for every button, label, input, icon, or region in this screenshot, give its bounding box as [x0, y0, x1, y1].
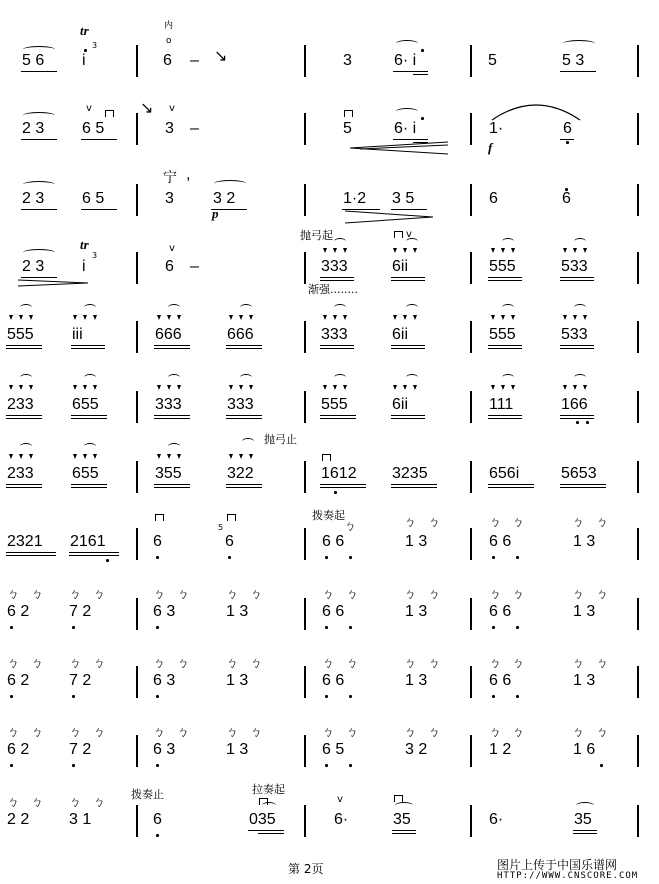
note-group: 555 — [7, 326, 34, 343]
note-group: 6ii — [392, 258, 409, 275]
fingering: 5 — [218, 523, 224, 532]
pluck-mark: ㄅ — [404, 656, 417, 670]
barline — [136, 391, 138, 423]
pluck-mark: ㄅ — [93, 725, 106, 739]
pluck-mark: ㄅ — [177, 587, 190, 601]
barline — [136, 184, 138, 216]
note-group: i — [82, 52, 86, 69]
note-group: 3 1 — [69, 811, 92, 828]
down-bow — [105, 110, 114, 117]
barline — [637, 735, 639, 767]
pluck-mark: ㄅ — [226, 725, 239, 739]
down-bow — [394, 231, 403, 238]
pluck-mark: ㄅ — [93, 656, 106, 670]
pluck-mark: ㄅ — [572, 656, 585, 670]
barline — [637, 528, 639, 560]
pluck-mark: ㄅ — [7, 587, 20, 601]
barline — [470, 461, 472, 493]
down-bow — [394, 795, 403, 802]
down-bow — [227, 514, 236, 521]
note-group: 1 3 — [573, 672, 596, 689]
note-group: 5 — [488, 52, 497, 69]
fingering: 3 — [92, 251, 98, 260]
barline — [304, 391, 306, 423]
pluck-mark: ㄅ — [512, 587, 525, 601]
pluck-mark: ㄅ — [226, 587, 239, 601]
note-group: 333 — [227, 396, 254, 413]
barline — [304, 184, 306, 216]
decrescendo-hairpin — [18, 278, 90, 288]
barline — [470, 805, 472, 837]
pluck-mark: ㄅ — [31, 587, 44, 601]
note-group: 1 3 — [573, 603, 596, 620]
page-number: 第 2页 — [288, 862, 324, 876]
note-group: 555 — [321, 396, 348, 413]
note-group: 2 3 — [22, 120, 45, 137]
bow-throw-stop-label: 抛弓止 — [264, 433, 297, 446]
barline — [304, 598, 306, 630]
pluck-mark: ㄅ — [153, 587, 166, 601]
note-group: 166 — [561, 396, 588, 413]
barline — [470, 598, 472, 630]
pluck-mark: ㄅ — [250, 656, 263, 670]
down-bow — [155, 514, 164, 521]
note-group: 333 — [321, 326, 348, 343]
barline — [637, 252, 639, 284]
harmonic-mark: o — [166, 36, 172, 46]
pluck-mark: ㄅ — [7, 725, 20, 739]
note-group: i — [82, 258, 86, 275]
pluck-mark: ㄅ — [512, 515, 525, 529]
note-group: 1 3 — [226, 603, 249, 620]
note-group: 2161 — [70, 533, 106, 550]
barline — [304, 321, 306, 353]
sustain-dash: – — [190, 52, 199, 69]
barline — [637, 184, 639, 216]
pluck-mark: ㄅ — [31, 725, 44, 739]
note-group: 3 — [343, 52, 352, 69]
pluck-mark: ㄅ — [93, 795, 106, 809]
barline — [470, 666, 472, 698]
note-group: 1612 — [321, 465, 357, 482]
pluck-mark: ㄅ — [572, 587, 585, 601]
pluck-mark: ㄅ — [596, 587, 609, 601]
pluck-mark: ㄅ — [596, 515, 609, 529]
note-group: 655 — [72, 465, 99, 482]
pluck-mark: ㄅ — [250, 587, 263, 601]
note-group: 6 6 — [489, 672, 512, 689]
barline — [637, 461, 639, 493]
barline — [637, 666, 639, 698]
pluck-mark: ㄅ — [346, 656, 359, 670]
arco-start-label: 拉奏起 — [252, 783, 285, 796]
note-group: 6 — [165, 258, 174, 275]
note-group: 6 2 — [7, 672, 30, 689]
note-group: 1 3 — [226, 741, 249, 758]
sustain-dash: – — [190, 120, 199, 137]
note-group: 1 3 — [405, 603, 428, 620]
fermata-mark: 宁 — [163, 169, 177, 185]
barline — [136, 461, 138, 493]
note-group: 1 3 — [226, 672, 249, 689]
note-group: 6 6 — [322, 603, 345, 620]
note-group: 35 — [574, 811, 592, 828]
note-group: 6· i — [394, 120, 417, 137]
note-group: 6 — [225, 533, 234, 550]
note-group: 555 — [489, 326, 516, 343]
barline — [136, 528, 138, 560]
pluck-mark: ㄅ — [489, 587, 502, 601]
breath-mark: v — [169, 243, 175, 254]
note-group: 5 — [343, 120, 352, 137]
bow-throw-start-label: 抛弓起 — [300, 229, 333, 242]
barline — [470, 113, 472, 145]
pluck-mark: ㄅ — [428, 656, 441, 670]
barline — [304, 735, 306, 767]
note-group: 1 2 — [489, 741, 512, 758]
note-group: 1 3 — [405, 672, 428, 689]
note-group: 3235 — [392, 465, 428, 482]
barline — [136, 735, 138, 767]
pluck-mark: ㄅ — [512, 656, 525, 670]
note-group: 6· i — [394, 52, 417, 69]
note-group: 533 — [561, 258, 588, 275]
pluck-mark: ㄅ — [428, 725, 441, 739]
barline — [637, 113, 639, 145]
pluck-mark: ㄅ — [177, 656, 190, 670]
note-group: 3 5 — [392, 190, 415, 207]
note-group: 656i — [489, 465, 520, 482]
down-bow — [322, 454, 331, 461]
pluck-mark: ㄅ — [31, 795, 44, 809]
note-group: 1 3 — [573, 533, 596, 550]
pluck-mark: ㄅ — [69, 656, 82, 670]
barline — [470, 252, 472, 284]
note-group: 3 2 — [405, 741, 428, 758]
note-group: 1 6 — [573, 741, 596, 758]
pluck-mark: ㄅ — [572, 515, 585, 529]
note-group: 6 — [562, 190, 571, 207]
sustain-dash: – — [190, 258, 199, 275]
breath-mark: v — [169, 103, 175, 114]
note-group: 5 6 — [22, 52, 45, 69]
note-group: iii — [72, 326, 83, 343]
glide-arrow: ↘ — [214, 48, 228, 65]
note-group: 666 — [155, 326, 182, 343]
note-group: 6 2 — [7, 603, 30, 620]
note-group: 6 — [563, 120, 572, 137]
trill-mark: tr — [80, 237, 89, 252]
barline — [304, 252, 306, 284]
note-group: 6 3 — [153, 741, 176, 758]
note-group: 6 2 — [7, 741, 30, 758]
note-group: 1· — [489, 120, 504, 137]
crescendo-label: 渐强........ — [308, 283, 358, 296]
note-group: 7 2 — [69, 672, 92, 689]
note-group: 6 — [163, 52, 172, 69]
note-group: 655 — [72, 396, 99, 413]
pluck-mark: ㄅ — [153, 656, 166, 670]
pluck-mark: ㄅ — [346, 725, 359, 739]
note-group: 5 3 — [562, 52, 585, 69]
pluck-mark: ㄅ — [344, 519, 357, 533]
pluck-mark: ㄅ — [489, 725, 502, 739]
note-group: 3 — [165, 120, 174, 137]
breath-comma: , — [186, 166, 191, 183]
note-group: 6 5 — [82, 120, 105, 137]
barline — [304, 113, 306, 145]
barline — [304, 461, 306, 493]
note-group: 6 5 — [82, 190, 105, 207]
note-group: 6 — [489, 190, 498, 207]
barline — [136, 252, 138, 284]
pluck-mark: ㄅ — [7, 795, 20, 809]
note-group: 035 — [249, 811, 276, 828]
note-group: 5653 — [561, 465, 597, 482]
pluck-mark: ㄅ — [346, 587, 359, 601]
long-slur — [490, 98, 582, 122]
down-bow — [344, 110, 353, 117]
pluck-mark: ㄅ — [512, 725, 525, 739]
pluck-mark: ㄅ — [428, 587, 441, 601]
note-group: 7 2 — [69, 603, 92, 620]
note-group: 35 — [393, 811, 411, 828]
pluck-mark: ㄅ — [596, 725, 609, 739]
note-group: 233 — [7, 396, 34, 413]
note-group: 6 — [153, 811, 162, 828]
note-group: 333 — [321, 258, 348, 275]
barline — [304, 666, 306, 698]
note-group: 2 2 — [7, 811, 30, 828]
pizz-start-label: 拨奏起 — [312, 509, 345, 522]
note-group: 2 3 — [22, 190, 45, 207]
glide-arrow: ↘ — [140, 100, 154, 117]
note-group: 6ii — [392, 396, 409, 413]
note-group: 6 6 — [322, 533, 345, 550]
barline — [637, 598, 639, 630]
pluck-mark: ㄅ — [428, 515, 441, 529]
barline — [470, 735, 472, 767]
note-group: 3 2 — [213, 190, 236, 207]
note-group: 6 3 — [153, 672, 176, 689]
barline — [136, 45, 138, 77]
barline — [470, 45, 472, 77]
pluck-mark: ㄅ — [322, 587, 335, 601]
crescendo-hairpin — [345, 208, 435, 226]
note-group: 6· — [334, 811, 349, 828]
note-group: 322 — [227, 465, 254, 482]
breath-mark: v — [86, 103, 92, 114]
pluck-mark: ㄅ — [596, 656, 609, 670]
note-group: 111 — [489, 396, 514, 413]
note-group: 233 — [7, 465, 34, 482]
note-group: 666 — [227, 326, 254, 343]
pluck-mark: ㄅ — [404, 515, 417, 529]
trill-mark: tr — [80, 23, 89, 38]
note-group: 355 — [155, 465, 182, 482]
dynamic-forte: f — [488, 140, 493, 155]
breath-mark: v — [337, 794, 343, 805]
note-group: 555 — [489, 258, 516, 275]
decrescendo-hairpin — [350, 140, 450, 156]
note-group: 333 — [155, 396, 182, 413]
pizz-stop-label: 拨奏止 — [131, 788, 164, 801]
barline — [304, 805, 306, 837]
note-group: 6 3 — [153, 603, 176, 620]
barline — [470, 391, 472, 423]
pluck-mark: ㄅ — [489, 656, 502, 670]
barline — [470, 321, 472, 353]
pluck-mark: ㄅ — [226, 656, 239, 670]
note-group: 1·2 — [343, 190, 367, 207]
note-group: 6 6 — [322, 672, 345, 689]
barline — [470, 184, 472, 216]
fingering-inner: 内 — [164, 21, 174, 31]
pluck-mark: ㄅ — [7, 656, 20, 670]
pluck-mark: ㄅ — [322, 656, 335, 670]
barline — [304, 45, 306, 77]
note-group: 533 — [561, 326, 588, 343]
dynamic-piano: p — [212, 206, 219, 221]
pluck-mark: ㄅ — [177, 725, 190, 739]
barline — [136, 598, 138, 630]
pluck-mark: ㄅ — [572, 725, 585, 739]
pluck-mark: ㄅ — [69, 725, 82, 739]
pluck-mark: ㄅ — [250, 725, 263, 739]
pluck-mark: ㄅ — [404, 725, 417, 739]
watermark-url: HTTP://WWW.CNSCORE.COM — [497, 871, 639, 881]
pluck-mark: ㄅ — [153, 725, 166, 739]
note-group: 6 6 — [489, 533, 512, 550]
pluck-mark: ㄅ — [69, 795, 82, 809]
note-group: 6· — [489, 811, 504, 828]
pluck-mark: ㄅ — [31, 656, 44, 670]
barline — [136, 805, 138, 837]
pluck-mark: ㄅ — [404, 587, 417, 601]
note-group: 2 3 — [22, 258, 45, 275]
barline — [136, 666, 138, 698]
note-group: 3 — [165, 190, 174, 207]
fingering: 3 — [92, 41, 98, 50]
barline — [637, 805, 639, 837]
note-group: 6 5 — [322, 741, 345, 758]
note-group: 7 2 — [69, 741, 92, 758]
pluck-mark: ㄅ — [489, 515, 502, 529]
watermark-text: 图片上传于中国乐谱网 — [497, 858, 618, 872]
barline — [470, 528, 472, 560]
barline — [136, 113, 138, 145]
barline — [637, 391, 639, 423]
note-group: 6 6 — [489, 603, 512, 620]
barline — [637, 321, 639, 353]
barline — [637, 45, 639, 77]
note-group: 6ii — [392, 326, 409, 343]
note-group: 1 3 — [405, 533, 428, 550]
pluck-mark: ㄅ — [69, 587, 82, 601]
pluck-mark: ㄅ — [93, 587, 106, 601]
note-group: 2321 — [7, 533, 43, 550]
pluck-mark: ㄅ — [322, 725, 335, 739]
up-bow: v — [406, 229, 412, 240]
barline — [136, 321, 138, 353]
barline — [304, 528, 306, 560]
note-group: 6 — [153, 533, 162, 550]
